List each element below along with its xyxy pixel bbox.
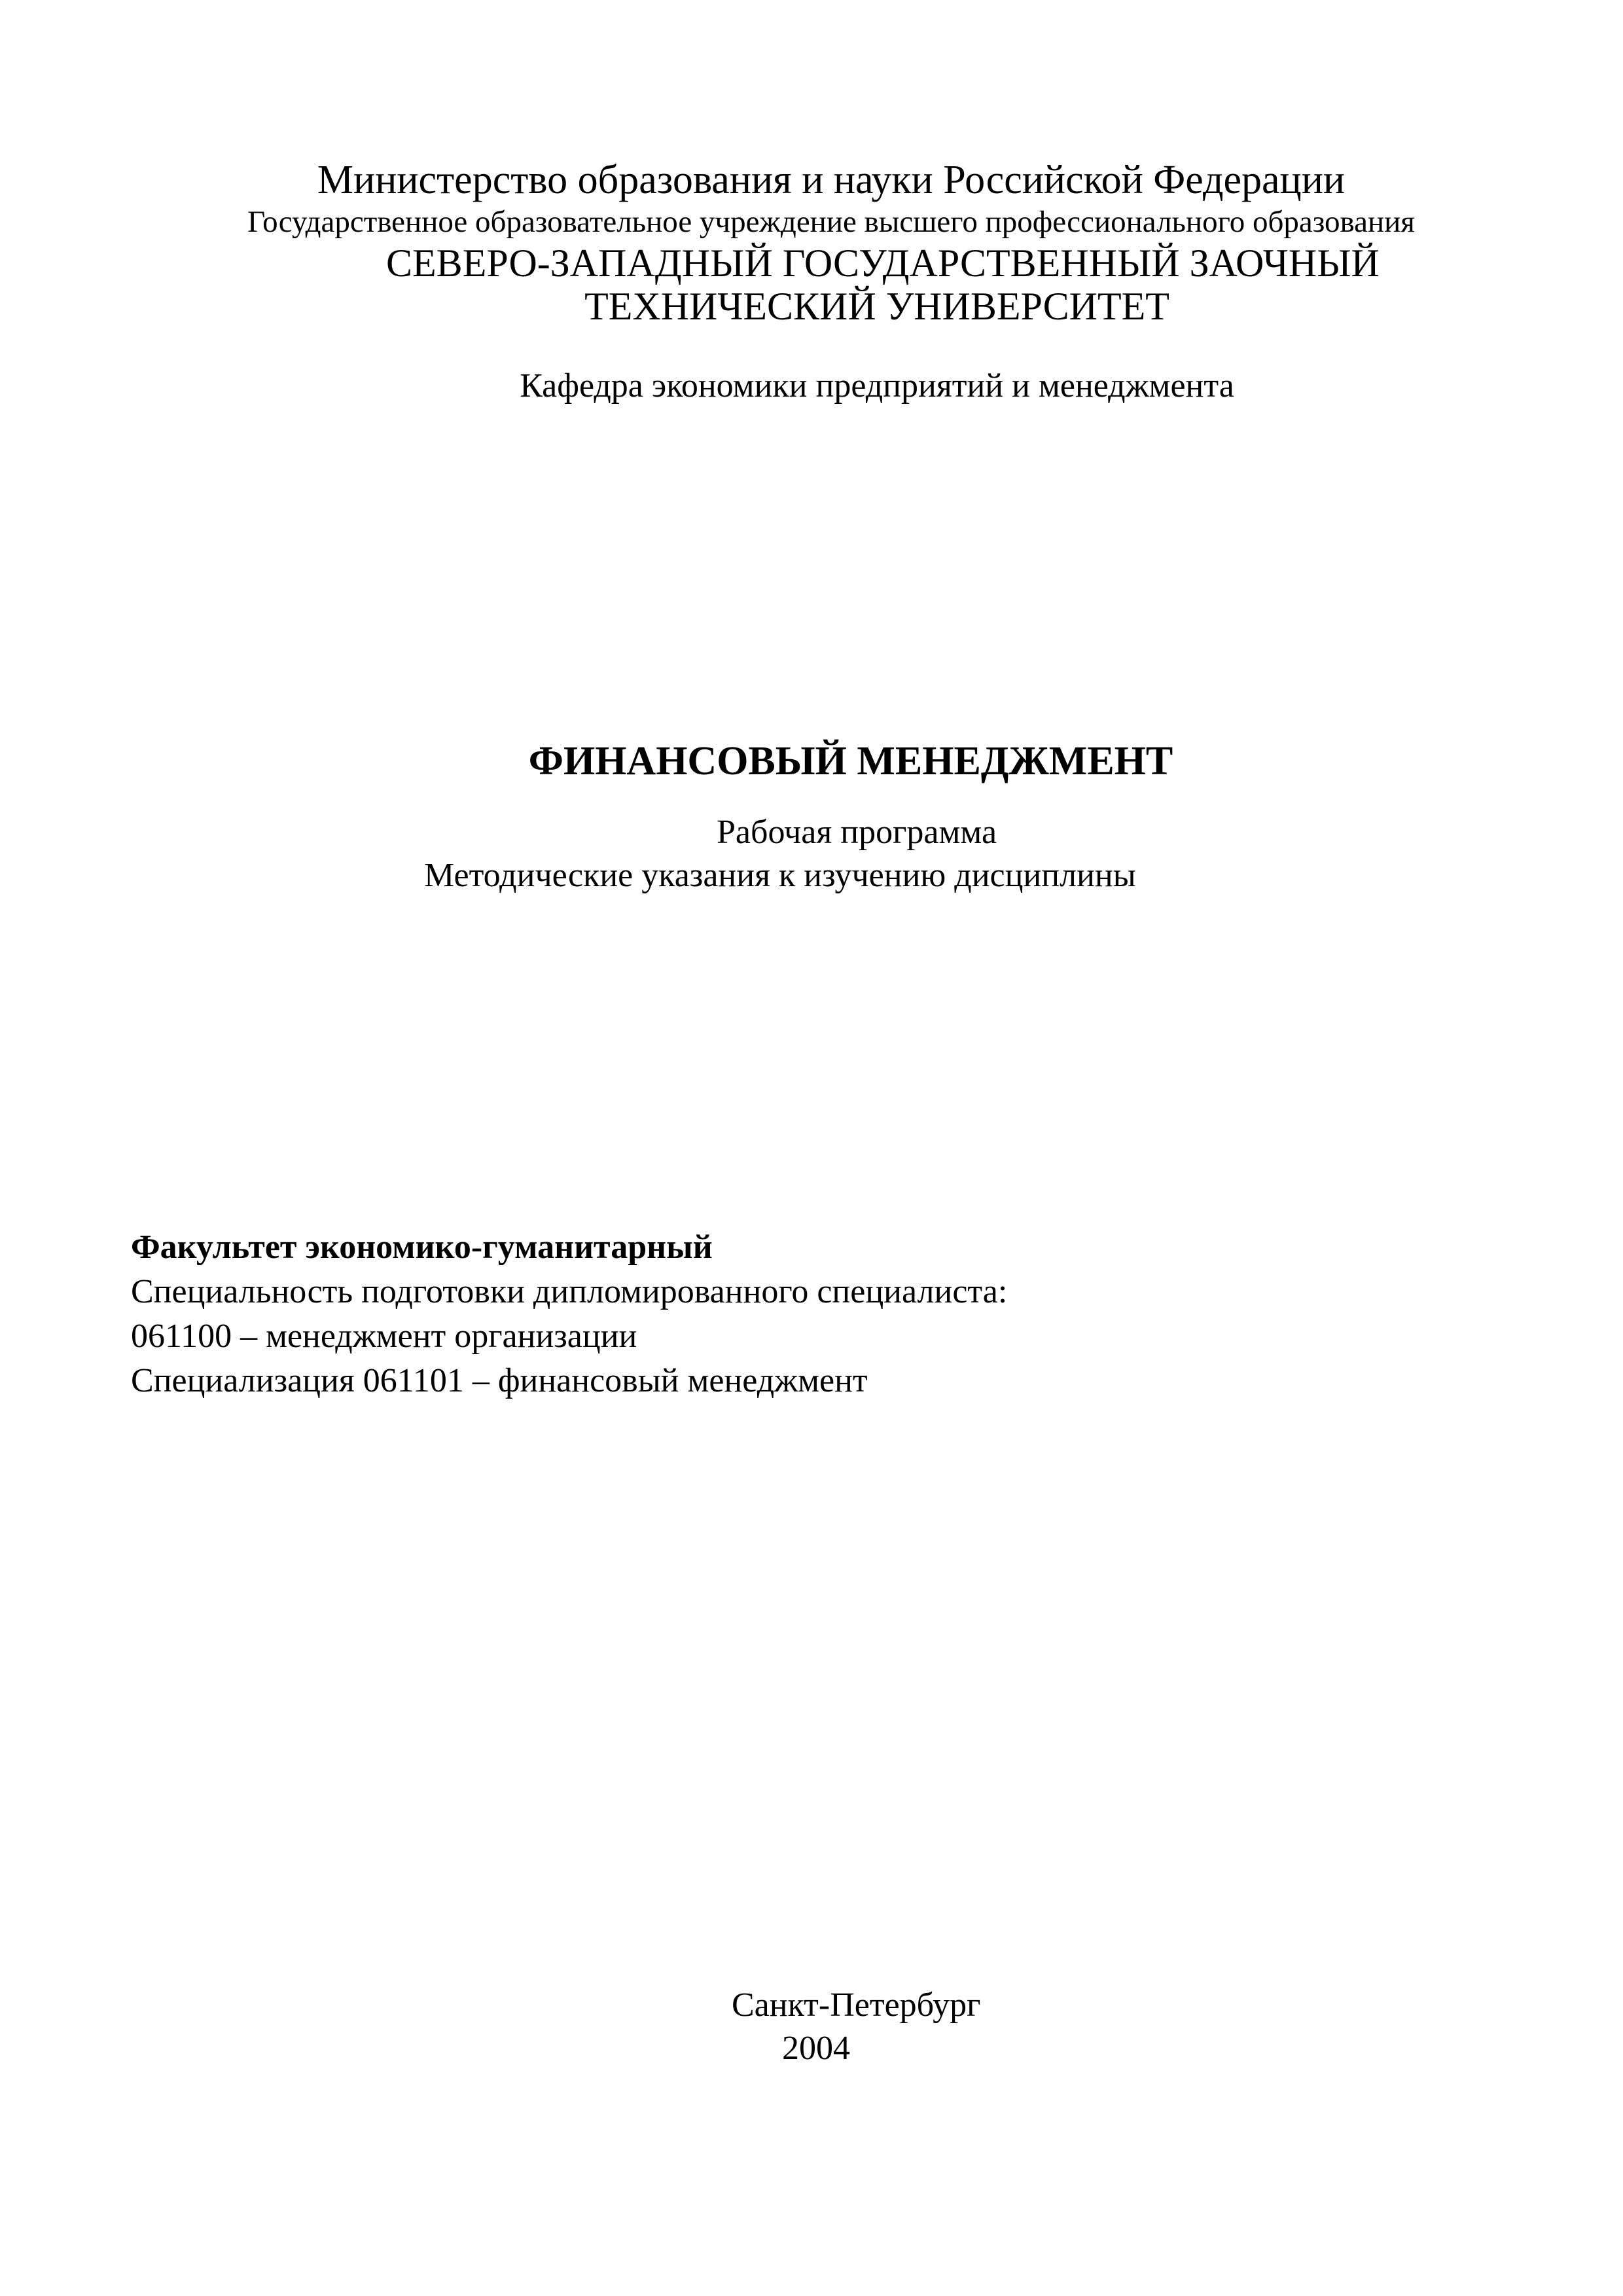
specialization: Специализация 061101 – финансовый менеджмент	[131, 1362, 868, 1399]
document-subtitle-program: Рабочая программа	[717, 814, 997, 851]
institution-type: Государственное образовательное учреждение высшего профессионального образования	[247, 205, 1415, 239]
ministry-name: Министерство образования и науки Российской Федерации	[317, 158, 1346, 202]
specialty-code: 061100 – менеджмент организации	[131, 1318, 637, 1355]
university-name-line1: СЕВЕРО-ЗАПАДНЫЙ ГОСУДАРСТВЕННЫЙ ЗАОЧНЫЙ	[386, 242, 1380, 285]
specialty-label: Специальность подготовки дипломированного специалиста:	[131, 1273, 1008, 1310]
faculty-name: Факультет экономико-гуманитарный	[131, 1229, 713, 1266]
year: 2004	[782, 2030, 850, 2067]
document-subtitle-guidelines: Методические указания к изучению дисциплины	[424, 857, 1136, 894]
document-title: ФИНАНСОВЫЙ МЕНЕДЖМЕНТ	[528, 739, 1173, 783]
city: Санкт-Петербург	[732, 1986, 981, 2024]
university-name-line2: ТЕХНИЧЕСКИЙ УНИВЕРСИТЕТ	[584, 285, 1169, 328]
department-name: Кафедра экономики предприятий и менеджмента	[520, 367, 1234, 404]
